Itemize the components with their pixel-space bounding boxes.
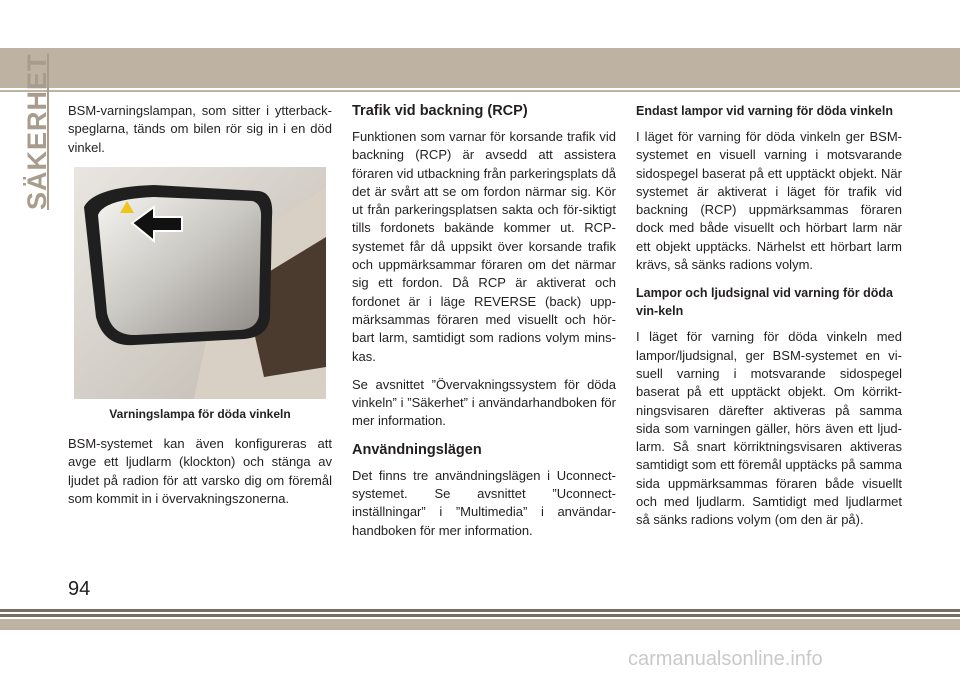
page-number: 94	[68, 578, 91, 600]
mirror-figure	[74, 167, 326, 399]
figure-caption: Varningslampa för döda vinkeln	[109, 406, 291, 421]
lights-only-paragraph: I läget för varning för döda vinkeln ger BSM-systemet en visuell varning i motsvarande sidospegel baserat på ett upptäckt objekt. När systemet är aktiverat i läget för trafik vid backning (RCP) uppmärksammas föraren dock med både visuellt och hörbart larm när ett objekt upptäcks. Närhelst ett hörbart larm krävs, så sänks radions volym.	[636, 129, 902, 273]
subheading-lights-sound: Lampor och ljudsignal vid varning för döda vin-keln	[636, 286, 893, 319]
header-band	[0, 48, 960, 88]
reference-paragraph: Se avsnittet ”Övervakningssystem för döda vinkeln” i ”Säkerhet” i användarhandboken för mer information.	[352, 376, 616, 429]
section-heading-rcp: Trafik vid backning (RCP)	[352, 103, 528, 119]
header-rule	[0, 90, 960, 92]
column-right	[636, 102, 902, 540]
body-paragraph: BSM-systemet kan även konfigureras att avge ett ljudlarm (klockton) och stänga av ljudet på radion för att varsko dig om föremål som kommit in i övervakningszonerna.	[68, 436, 332, 507]
footer-rule-2	[0, 614, 960, 617]
column-middle	[352, 102, 616, 550]
watermark-text: carmanualsonline.info	[628, 648, 823, 670]
section-heading-modes: Användningslägen	[352, 441, 482, 458]
lights-sound-paragraph: I läget för varning för döda vinkeln med lampor/ljudsignal, ger BSM-systemet en vi-suell varning i motsvarande sidospegel baserat på ett upptäckt objekt. Om körrikt-ningsvisaren därefter aktiveras på samma sida som varningen gäller, hörs även ett ljud-larm. Så snart körriktningsvisaren aktiveras samtidigt som ett föremål upptäcks på samma sida uppmärksammas föraren både visuellt och med ljudlarm. Samtidigt med ljudlarmet så sänks radions volym (om den är på).	[636, 329, 902, 528]
subheading-lights-only: Endast lampor vid varning för döda vinkeln	[636, 104, 893, 118]
column-left	[68, 102, 332, 518]
footer-band	[0, 619, 960, 630]
footer-rule-1	[0, 609, 960, 612]
modes-paragraph: Det finns tre användningslägen i Uconnect-systemet. Se avsnittet ”Uconnect-inställningar” i ”Multimedia” i användar-handboken för mer information.	[352, 467, 616, 538]
intro-paragraph: BSM-varningslampan, som sitter i ytterback-speglarna, tänds om bilen rör sig in i en död vinkel.	[68, 103, 332, 155]
section-tab: SÄKERHET	[22, 53, 52, 210]
rcp-paragraph: Funktionen som varnar för korsande trafik vid backning (RCP) är avsedd att assistera föraren vid utbackning från parkeringsplats då det är svårt att se om fordon närmar sig. Kör ut från parkeringsplatsen sakta och för-siktigt tills fordonets bakände kommer ut. RCP-systemet får då uppsikt över korsande trafik och uppmärksammar föraren om det närmar sig ett fordon. Då RCP är aktiverat och fordonet är i läge REVERSE (back) upp-märksammas föraren med visuellt och hör-bart larm, samtidigt som radions volym mins-kas.	[352, 129, 616, 364]
side-mirror-image	[74, 167, 326, 399]
